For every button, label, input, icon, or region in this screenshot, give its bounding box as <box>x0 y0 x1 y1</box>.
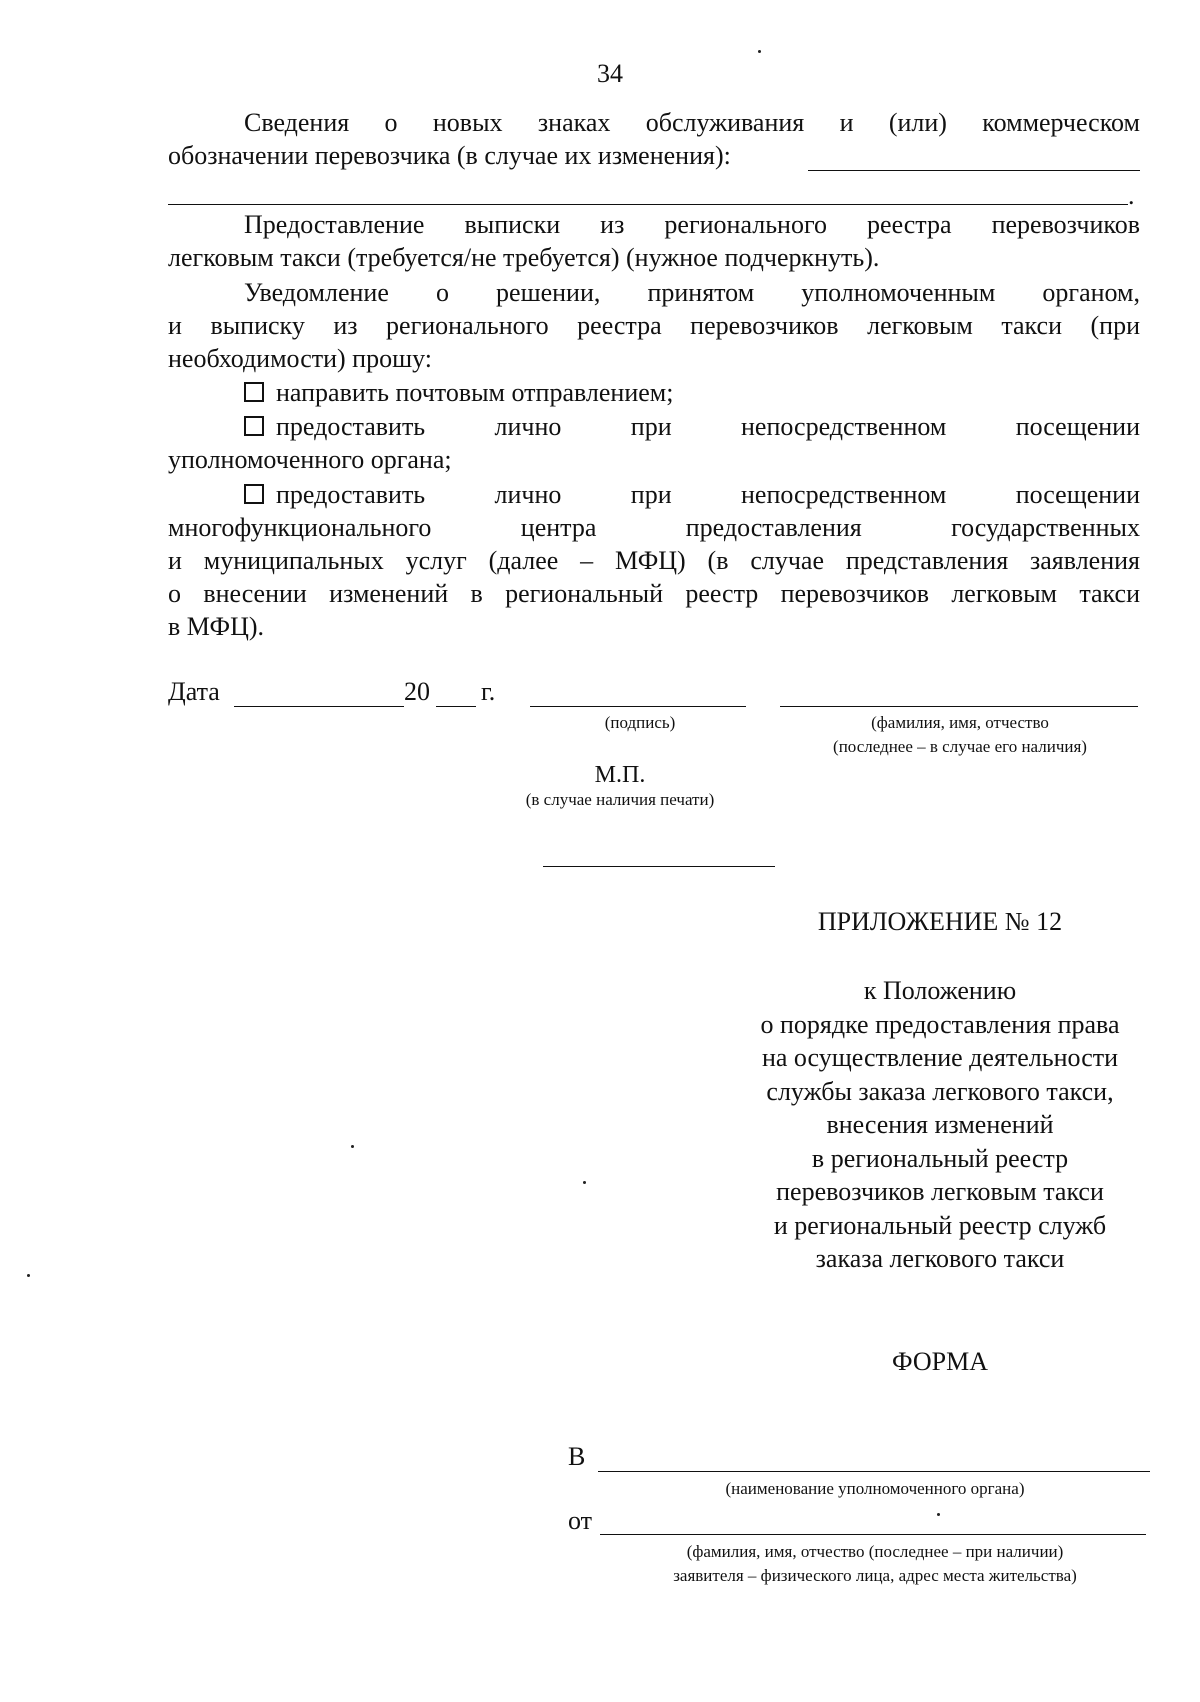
stamp-caption: (в случае наличия печати) <box>525 790 715 809</box>
option-authority-line-2: уполномоченного органа; <box>168 445 452 474</box>
to-label: В <box>568 1442 586 1471</box>
option-mfc-line-1 <box>244 479 1140 511</box>
appendix-line: о порядке предоставления права <box>760 1009 1120 1039</box>
appendix-line: на осуществление деятельности <box>761 1043 1119 1072</box>
scan-speck <box>583 1181 586 1184</box>
scan-speck <box>937 1513 940 1516</box>
separator-line <box>543 866 775 867</box>
option-mail <box>244 377 673 409</box>
checkbox-authority[interactable] <box>244 416 264 436</box>
signature-fill-line[interactable] <box>530 706 746 707</box>
date-label: Дата <box>168 677 220 706</box>
service-marks-fill-line-2[interactable] <box>168 204 1128 205</box>
page-number: 34 <box>597 59 623 88</box>
appendix-line: службы заказа легкового такси, <box>766 1076 1114 1106</box>
appendix-line: к Положению <box>863 976 1017 1005</box>
year-fill-line[interactable] <box>436 706 476 707</box>
checkbox-mfc[interactable] <box>244 484 264 504</box>
end-mark: . <box>1128 181 1135 210</box>
option-mfc-line-2: многофункционального центра предоставления государственных <box>168 513 1140 542</box>
appendix-line: заказа легкового такси <box>815 1244 1065 1273</box>
option-mfc-line-5: в МФЦ). <box>168 612 265 641</box>
option-mfc-line-4: о внесении изменений в региональный реестр перевозчиков легковым такси <box>168 579 1140 608</box>
authority-name-fill-line[interactable] <box>598 1471 1150 1472</box>
year-prefix: 20 <box>404 677 430 706</box>
extract-line-2: легковым такси (требуется/не требуется) (нужное подчеркнуть). <box>168 243 880 272</box>
appendix-line: в региональный реестр <box>811 1143 1069 1173</box>
notification-line-3: необходимости) прошу: <box>168 344 432 373</box>
appendix-line: перевозчиков легковым такси <box>776 1177 1104 1206</box>
full-name-fill-line[interactable] <box>780 706 1138 707</box>
notification-line-2: и выписку из регионального реестра перевозчиков легковым такси (при <box>168 311 1140 340</box>
from-label: от <box>568 1506 593 1535</box>
option-authority-line-1 <box>244 411 1140 443</box>
from-caption-2: заявителя – физического лица, адрес места жительства) <box>673 1566 1077 1585</box>
name-caption-1: (фамилия, имя, отчество <box>871 713 1049 732</box>
from-caption-1: (фамилия, имя, отчество (последнее – при наличии) <box>686 1542 1064 1561</box>
extract-line-1: Предоставление выписки из регионального реестра перевозчиков <box>244 210 1140 239</box>
appendix-line: внесения изменений <box>826 1110 1054 1139</box>
appendix-line: и региональный реестр служб <box>773 1210 1107 1240</box>
appendix-title: ПРИЛОЖЕНИЕ № 12 <box>817 907 1063 936</box>
option-mfc-line-3: и муниципальных услуг (далее – МФЦ) (в случае представления заявления <box>168 546 1140 575</box>
notification-line-1: Уведомление о решении, принятом уполномоченным органом, <box>244 278 1140 307</box>
stamp-label: М.П. <box>594 762 646 788</box>
option-authority-label: предоставить лично при непосредственном посещении <box>276 412 1140 441</box>
scan-speck <box>351 1145 354 1148</box>
service-marks-fill-line-1[interactable] <box>808 170 1140 171</box>
name-caption-2: (последнее – в случае его наличия) <box>833 737 1087 756</box>
form-label: ФОРМА <box>892 1347 988 1376</box>
new-service-marks-line-2: обозначении перевозчика (в случае их изменения): <box>168 141 731 170</box>
option-mfc-label: предоставить лично при непосредственном посещении <box>276 480 1140 509</box>
date-fill-line[interactable] <box>234 706 404 707</box>
scan-speck <box>758 50 761 53</box>
new-service-marks-line-1: Сведения о новых знаках обслуживания и (или) коммерческом <box>244 108 1140 137</box>
appendix-reference <box>700 974 1180 1276</box>
checkbox-mail[interactable] <box>244 382 264 402</box>
scan-speck <box>27 1274 30 1277</box>
to-caption: (наименование уполномоченного органа) <box>725 1479 1025 1498</box>
signature-caption: (подпись) <box>604 713 676 732</box>
applicant-fill-line[interactable] <box>600 1534 1146 1535</box>
option-mail-label: направить почтовым отправлением; <box>276 378 674 407</box>
year-suffix: г. <box>481 677 496 706</box>
